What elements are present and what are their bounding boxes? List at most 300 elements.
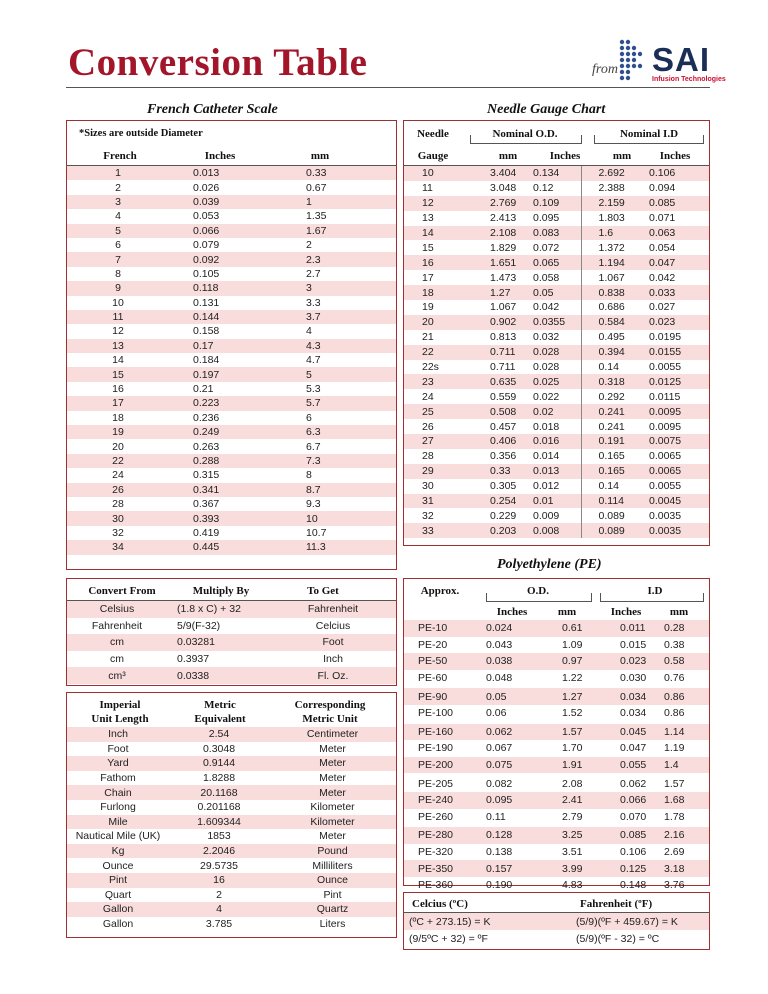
logo-dot (632, 52, 636, 56)
french-row (67, 468, 396, 482)
needle-row (404, 315, 709, 330)
needle-cell: 0.016 (519, 434, 581, 449)
pe-row (404, 653, 709, 670)
pe-cell: 1.14 (654, 723, 709, 741)
french-cell: 0.21 (193, 383, 214, 396)
pe-cell: 0.075 (486, 757, 542, 775)
imperial-row (67, 742, 396, 757)
imperial-row (67, 829, 396, 844)
pe-cell: 0.070 (620, 810, 647, 823)
convert-cell: cm (110, 653, 124, 666)
imperial-cell: Fathom (100, 772, 136, 785)
pe-cell: PE-20 (418, 638, 448, 651)
french-cell: 1.35 (306, 210, 327, 223)
pe-cell: 0.106 (620, 846, 647, 859)
imperial-cell: 29.5735 (200, 859, 238, 872)
needle-cell: 0.089 (581, 523, 644, 538)
needle-group-needle: Needle (417, 128, 449, 140)
needle-row (404, 285, 709, 300)
french-cell: 0.026 (193, 181, 220, 194)
logo-dot (626, 70, 630, 74)
needle-id-tick-right (703, 135, 704, 143)
pe-cell: 2.08 (542, 774, 598, 792)
needle-cell: 0.02 (519, 404, 581, 419)
needle-cell: 0.033 (644, 285, 709, 300)
logo-dot (626, 46, 630, 50)
french-row (67, 310, 396, 324)
imperial-cell: 20.1168 (169, 785, 269, 800)
french-cell: 32 (112, 526, 124, 539)
pe-cell: 2.69 (664, 846, 685, 859)
convert-header-from: Convert From (88, 585, 156, 597)
french-cell: 0.105 (193, 267, 220, 280)
needle-header-gauge: Gauge (417, 150, 449, 162)
french-row (67, 267, 396, 281)
needle-cell: 0.063 (644, 226, 709, 241)
french-cell: 0.066 (169, 224, 269, 238)
french-cell: 3 (269, 281, 396, 295)
french-row (67, 497, 396, 511)
temp-header-celcius: Celcius (ºC) (412, 898, 468, 910)
pe-cell: 0.05 (486, 687, 542, 705)
needle-cell: 0.33 (461, 464, 519, 479)
needle-cell: 0.0045 (644, 494, 709, 509)
pe-row (404, 687, 709, 705)
needle-cell: 0.028 (519, 345, 581, 360)
needle-cell: 0.008 (519, 523, 581, 538)
french-row (67, 238, 396, 252)
imperial-header-unit (70, 698, 170, 726)
pe-cell: PE-205 (404, 774, 486, 792)
french-cell: 4.3 (269, 339, 396, 353)
convert-cell: Fahrenheit (270, 601, 396, 618)
needle-od-tick-right (581, 135, 582, 143)
pe-cell: 3.18 (654, 860, 709, 877)
french-cell: 10 (269, 511, 396, 525)
needle-cell: 1.194 (581, 255, 644, 270)
needle-cell: 0.014 (533, 450, 560, 463)
pe-cell: PE-60 (418, 672, 448, 685)
imperial-cell: Furlong (100, 801, 136, 814)
imperial-row (67, 815, 396, 830)
convert-cell: cm³ (67, 667, 167, 684)
pe-cell: 0.082 (486, 774, 542, 792)
logo-dot (626, 76, 630, 80)
needle-row (404, 374, 709, 389)
needle-cell: 1.6 (581, 226, 644, 241)
french-cell: 9.3 (306, 498, 321, 511)
french-row (67, 411, 396, 425)
french-row (67, 224, 396, 238)
needle-cell: 21 (422, 331, 434, 344)
pe-cell: PE-320 (418, 846, 454, 859)
pe-cell: 0.157 (486, 860, 542, 877)
pe-cell: 0.58 (654, 653, 709, 670)
needle-cell: 0.028 (533, 361, 560, 374)
needle-cell: 0.054 (649, 241, 676, 254)
pe-cell: 0.128 (486, 826, 542, 844)
french-cell: 8 (306, 469, 312, 482)
needle-cell: 1.067 (490, 301, 517, 314)
pe-row (404, 670, 709, 688)
french-row (67, 166, 396, 180)
pe-cell: 0.28 (654, 620, 709, 637)
imperial-cell: 2.54 (169, 727, 269, 742)
imperial-header-corresponding (268, 698, 392, 726)
pe-cell: PE-260 (418, 810, 454, 823)
needle-group-od: Nominal O.D. (492, 128, 558, 140)
french-cell: 0.053 (193, 210, 220, 223)
imperial-cell: 1.609344 (169, 815, 269, 830)
french-row (67, 540, 396, 554)
pe-cell: 4.83 (562, 879, 583, 892)
needle-cell: 10 (404, 166, 461, 181)
french-cell: 3 (67, 195, 169, 209)
needle-cell: 0.394 (581, 345, 644, 360)
needle-cell: 0.065 (519, 255, 581, 270)
needle-cell: 0.072 (533, 241, 560, 254)
french-cell: 0.288 (169, 454, 269, 468)
pe-cell: PE-90 (404, 687, 486, 705)
french-cell: 0.079 (193, 239, 220, 252)
needle-cell: 0.083 (519, 226, 581, 241)
logo-dot (632, 58, 636, 62)
pe-cell: 0.125 (598, 860, 654, 877)
pe-cell: 2.16 (654, 826, 709, 844)
needle-cell: 2.692 (581, 166, 644, 181)
french-cell: 5.3 (306, 383, 321, 396)
french-cell: 0.33 (269, 166, 396, 180)
pe-row (404, 826, 709, 844)
needle-cell: 33 (404, 523, 461, 538)
needle-header-od-inches: Inches (549, 150, 581, 162)
needle-cell: 0.027 (649, 301, 676, 314)
needle-cell: 0.318 (581, 374, 644, 389)
french-cell: 16 (112, 383, 124, 396)
needle-cell: 0.0055 (649, 480, 682, 493)
imperial-cell: Nautical Mile (UK) (75, 830, 161, 843)
needle-row (404, 360, 709, 375)
french-cell: 0.197 (169, 367, 269, 381)
needle-cell: 18 (404, 285, 461, 300)
needle-cell: 0.095 (533, 212, 560, 225)
logo-dot (620, 70, 624, 74)
imperial-row (67, 771, 396, 786)
french-cell: 34 (67, 540, 169, 554)
pe-title: Polyethylene (PE) (497, 557, 602, 572)
pe-id-tick-right (703, 593, 704, 601)
imperial-cell: Centimeter (269, 727, 396, 742)
pe-cell: PE-200 (404, 757, 486, 775)
pe-header-id-inches: Inches (610, 606, 642, 618)
needle-id-rule (594, 143, 704, 144)
imperial-header-metric (170, 698, 270, 726)
french-row (67, 425, 396, 439)
needle-cell: 0.0125 (644, 374, 709, 389)
needle-cell: 0.902 (461, 315, 519, 330)
needle-cell: 14 (404, 226, 461, 241)
french-cell: 0.131 (193, 296, 220, 309)
needle-cell: 0.457 (490, 420, 517, 433)
needle-cell: 0.05 (519, 285, 581, 300)
needle-cell: 0.009 (533, 509, 560, 522)
imperial-cell: Pint (323, 888, 342, 901)
french-cell: 0.445 (169, 540, 269, 554)
pe-cell: PE-100 (418, 707, 454, 720)
imperial-cell: Pound (269, 844, 396, 859)
needle-cell: 0.305 (490, 480, 517, 493)
logo-dot (626, 40, 630, 44)
needle-cell: 23 (404, 374, 461, 389)
pe-cell: 0.86 (664, 707, 685, 720)
french-cell: 0.039 (169, 195, 269, 209)
temp-cell: (5/9)(ºF + 459.67) = K (576, 913, 709, 930)
imperial-row (67, 873, 396, 888)
needle-header-od-mm: mm (498, 150, 518, 162)
french-cell: 20 (112, 440, 124, 453)
french-row (67, 396, 396, 410)
convert-header-multiply: Multiply By (192, 585, 250, 597)
french-cell: 5 (67, 224, 169, 238)
convert-row (67, 601, 396, 618)
needle-cell: 27 (404, 434, 461, 449)
pe-cell: 0.76 (664, 672, 685, 685)
french-row (67, 324, 396, 338)
needle-row (404, 523, 709, 538)
needle-cell: 0.229 (490, 509, 517, 522)
needle-cell: 1.829 (490, 241, 517, 254)
pe-cell: PE-10 (404, 620, 486, 637)
pe-cell: PE-190 (418, 742, 454, 755)
needle-cell: 0.0355 (519, 315, 581, 330)
french-cell: 17 (67, 396, 169, 410)
needle-cell: 0.047 (644, 255, 709, 270)
french-cell: 0.013 (169, 166, 269, 180)
french-cell: 0.144 (169, 310, 269, 324)
french-row (67, 281, 396, 295)
french-cell: 7.3 (269, 454, 396, 468)
needle-cell: 0.01 (519, 494, 581, 509)
pe-cell: 0.034 (620, 707, 647, 720)
temp-cell: (ºC + 273.15) = K (404, 913, 576, 930)
needle-row (404, 494, 709, 509)
header-rule (66, 87, 710, 88)
french-cell: 1 (269, 195, 396, 209)
imperial-row (67, 785, 396, 800)
needle-row (404, 508, 709, 523)
french-cell: 6 (306, 411, 312, 424)
french-cell: 4 (115, 210, 121, 223)
needle-cell: 19 (422, 301, 434, 314)
imperial-row (67, 888, 396, 903)
imperial-cell: Meter (319, 772, 346, 785)
pe-cell: 1.68 (654, 792, 709, 809)
pe-row (404, 620, 709, 637)
needle-cell: 1.372 (581, 240, 644, 255)
french-row (67, 483, 396, 497)
french-cell: 18 (112, 411, 124, 424)
needle-cell: 0.711 (461, 345, 519, 360)
french-header-french: French (103, 150, 137, 162)
pe-cell: 0.61 (542, 620, 598, 637)
convert-row (67, 618, 396, 635)
french-row (67, 454, 396, 468)
needle-cell: 2.413 (490, 212, 517, 225)
needle-cell: 0.686 (581, 300, 644, 315)
logo-dot (620, 46, 624, 50)
imperial-cell: 0.9144 (169, 756, 269, 771)
french-cell: 1.67 (269, 224, 396, 238)
pe-group-approx: Approx. (420, 585, 460, 597)
needle-cell: 0.635 (461, 374, 519, 389)
french-cell: 5.7 (269, 396, 396, 410)
needle-id-tick-left (594, 135, 595, 143)
needle-cell: 32 (422, 509, 434, 522)
convert-cell: Celcius (315, 619, 351, 632)
pe-cell: 0.095 (486, 792, 542, 809)
pe-cell: PE-50 (404, 653, 486, 670)
needle-row (404, 434, 709, 449)
french-cell: 0.118 (169, 281, 269, 295)
pe-cell: PE-280 (404, 826, 486, 844)
needle-cell: 0.0035 (649, 509, 682, 522)
needle-cell: 0.018 (533, 420, 560, 433)
imperial-cell: Ounce (102, 859, 134, 872)
french-cell: 7 (67, 252, 169, 266)
french-title: French Catheter Scale (147, 102, 278, 117)
french-cell: 0.67 (306, 181, 327, 194)
pe-row (404, 809, 709, 827)
logo-dot (626, 52, 630, 56)
french-cell: 13 (67, 339, 169, 353)
pe-table (404, 620, 709, 894)
french-cell: 24 (112, 469, 124, 482)
needle-cell: 0.0095 (644, 404, 709, 419)
needle-cell: 13 (422, 212, 434, 225)
imperial-header-metric-line1: Metric (204, 699, 236, 711)
french-cell: 0.184 (193, 354, 220, 367)
pe-cell: 1.70 (562, 742, 583, 755)
needle-cell: 2.108 (461, 226, 519, 241)
logo-dot (620, 64, 624, 68)
pe-cell: 0.030 (620, 672, 647, 685)
pe-od-rule (486, 601, 592, 602)
pe-row (404, 860, 709, 877)
pe-cell: 1.57 (654, 774, 709, 792)
pe-id-rule (600, 601, 704, 602)
french-note: *Sizes are outside Diameter (79, 128, 203, 139)
pe-cell: 0.024 (486, 620, 542, 637)
pe-cell: 0.148 (620, 879, 647, 892)
french-cell: 14 (112, 354, 124, 367)
needle-cell: 1.27 (461, 285, 519, 300)
logo-dot (632, 46, 636, 50)
needle-cell: 24 (422, 390, 434, 403)
needle-cell: 22 (404, 345, 461, 360)
french-cell: 10 (112, 296, 124, 309)
french-cell: 8 (115, 267, 121, 280)
french-cell: 10.7 (306, 526, 327, 539)
needle-row (404, 196, 709, 211)
needle-group-id: Nominal I.D (619, 128, 679, 140)
needle-cell: 0.838 (581, 285, 644, 300)
pe-cell: 0.38 (664, 638, 685, 651)
pe-cell: 0.043 (486, 638, 513, 651)
needle-row (404, 330, 709, 345)
page-title: Conversion Table (68, 41, 368, 84)
pe-cell: 0.06 (486, 707, 507, 720)
needle-cell: 0.013 (519, 464, 581, 479)
needle-cell: 0.14 (581, 360, 644, 375)
convert-table (67, 601, 396, 684)
imperial-header-corresponding-line2: Metric Unit (302, 713, 358, 725)
logo-subtitle: Infusion Technologies (652, 76, 726, 83)
pe-row (404, 792, 709, 809)
convert-header-toget: To Get (307, 585, 339, 597)
french-cell: 6.3 (269, 425, 396, 439)
needle-cell: 0.012 (533, 480, 560, 493)
needle-cell: 0.023 (644, 315, 709, 330)
french-cell: 30 (67, 511, 169, 525)
pe-cell: 0.047 (620, 742, 647, 755)
pe-row (404, 757, 709, 775)
logo-dot (620, 58, 624, 62)
needle-cell: 11 (422, 182, 433, 195)
needle-cell: 0.094 (649, 182, 676, 195)
imperial-cell: Quartz (269, 902, 396, 917)
french-cell: 0.17 (169, 339, 269, 353)
needle-cell: 0.584 (581, 315, 644, 330)
imperial-cell: Meter (319, 830, 346, 843)
imperial-cell: 1.8288 (202, 772, 236, 785)
french-cell: 12 (112, 325, 124, 338)
logo-dot (620, 76, 624, 80)
french-cell: 3.7 (269, 310, 396, 324)
french-row (67, 353, 396, 367)
french-cell: 2 (115, 181, 121, 194)
pe-group-od: O.D. (527, 585, 549, 597)
pe-cell: 1.22 (562, 672, 583, 685)
pe-cell: 0.045 (598, 723, 654, 741)
needle-cell: 28 (422, 450, 434, 463)
french-cell: 0.249 (169, 425, 269, 439)
needle-cell: 0.813 (490, 331, 517, 344)
needle-cell: 22s (422, 361, 439, 374)
imperial-cell: Chain (67, 785, 169, 800)
needle-od-rule (470, 143, 582, 144)
needle-row (404, 226, 709, 241)
needle-cell: 0.089 (581, 508, 644, 523)
french-cell: 0.236 (193, 411, 220, 424)
needle-cell: 0.508 (461, 404, 519, 419)
imperial-cell: 4 (169, 902, 269, 917)
pe-cell: PE-240 (404, 792, 486, 809)
french-table (67, 166, 396, 555)
pe-id-tick-left (600, 593, 601, 601)
needle-cell: 1.067 (581, 270, 644, 285)
needle-cell: 30 (422, 480, 434, 493)
french-cell: 0.158 (193, 325, 220, 338)
convert-cell: Foot (270, 634, 396, 651)
french-row (67, 180, 396, 194)
french-cell: 0.315 (193, 469, 220, 482)
needle-cell: 0.165 (581, 449, 644, 464)
logo-dot (632, 64, 636, 68)
french-cell: 0.393 (169, 511, 269, 525)
pe-cell: 0.067 (486, 742, 513, 755)
temp-cell: (9/5ºC + 32) = ºF (409, 932, 488, 945)
convert-cell: cm (67, 634, 167, 651)
